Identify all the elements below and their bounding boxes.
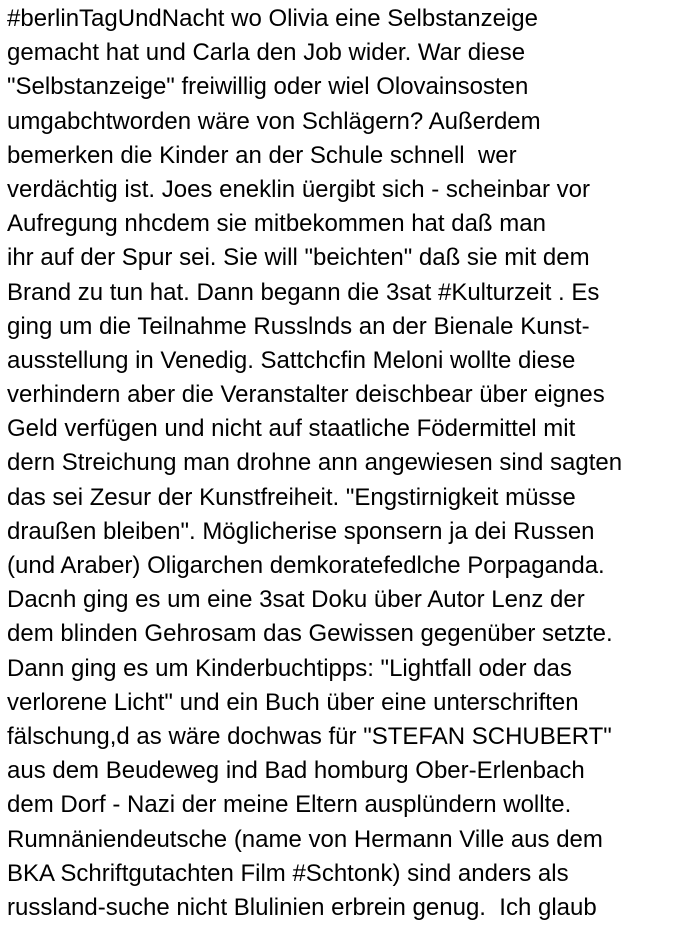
text-line: ihr auf der Spur sei. Sie will "beichten" daß sie mit dem [7, 244, 590, 272]
text-line: BKA Schriftgutachten Film #Schtonk) sind anders als [7, 859, 569, 887]
text-line: verhindern aber die Veranstalter deischbear über eignes [7, 381, 605, 409]
text-line: dern Streichung man drohne ann angewiesen sind sagten [7, 449, 623, 477]
text-line: dem blinden Gehrosam das Gewissen gegenüber setzte. [7, 620, 613, 648]
text-line: russland-suche nicht Blulinien erbrein genug. Ich glaub [7, 893, 597, 921]
text-line: das sei Zesur der Kunstfreiheit. "Engstirnigkeit müsse [7, 483, 576, 511]
text-line: Rumnäniendeutsche (name von Hermann Ville aus dem [7, 825, 603, 853]
text-line: fälschung,d as wäre dochwas für "STEFAN SCHUBERT" [7, 722, 612, 750]
text-line: bemerken die Kinder an der Schule schnell wer [7, 141, 517, 169]
text-line: Dann ging es um Kinderbuchtipps: "Lightfall oder das [7, 654, 572, 682]
text-line: Aufregung nhcdem sie mitbekommen hat daß man [7, 210, 546, 238]
document-text [7, 2, 684, 925]
text-line: (und Araber) Oligarchen demkoratefedlche Porpaganda. [7, 552, 605, 579]
text-line: umgabchtworden wäre von Schlägern? Außerdem [7, 107, 541, 135]
text-line: "Selbstanzeige" freiwillig oder wiel Olovainsosten [7, 73, 529, 101]
text-line: Geld verfügen und nicht auf staatliche Födermittel mit [7, 415, 576, 443]
text-line: aus dem Beudeweg ind Bad homburg Ober-Erlenbach [7, 757, 585, 785]
text-line: verlorene Licht" und ein Buch über eine unterschriften [7, 688, 579, 716]
text-line: verdächtig ist. Joes eneklin üergibt sich - scheinbar vor [7, 175, 590, 203]
text-line: ausstellung in Venedig. Sattchcfin Meloni wollte diese [7, 346, 576, 374]
text-line: #berlinTagUndNacht wo Olivia eine Selbstanzeige [7, 5, 538, 32]
text-line: Dacnh ging es um eine 3sat Doku über Autor Lenz der [7, 586, 585, 614]
text-line: gemacht hat und Carla den Job wider. War diese [7, 39, 526, 67]
text-line: dem Dorf - Nazi der meine Eltern ausplündern wollte. [7, 791, 572, 819]
text-line: ging um die Teilnahme Russlnds an der Bienale Kunst- [7, 312, 590, 340]
text-line: Brand zu tun hat. Dann begann die 3sat #Kulturzeit . Es [7, 278, 600, 306]
text-line: draußen bleiben". Möglicherise sponsern ja dei Russen [7, 517, 595, 545]
